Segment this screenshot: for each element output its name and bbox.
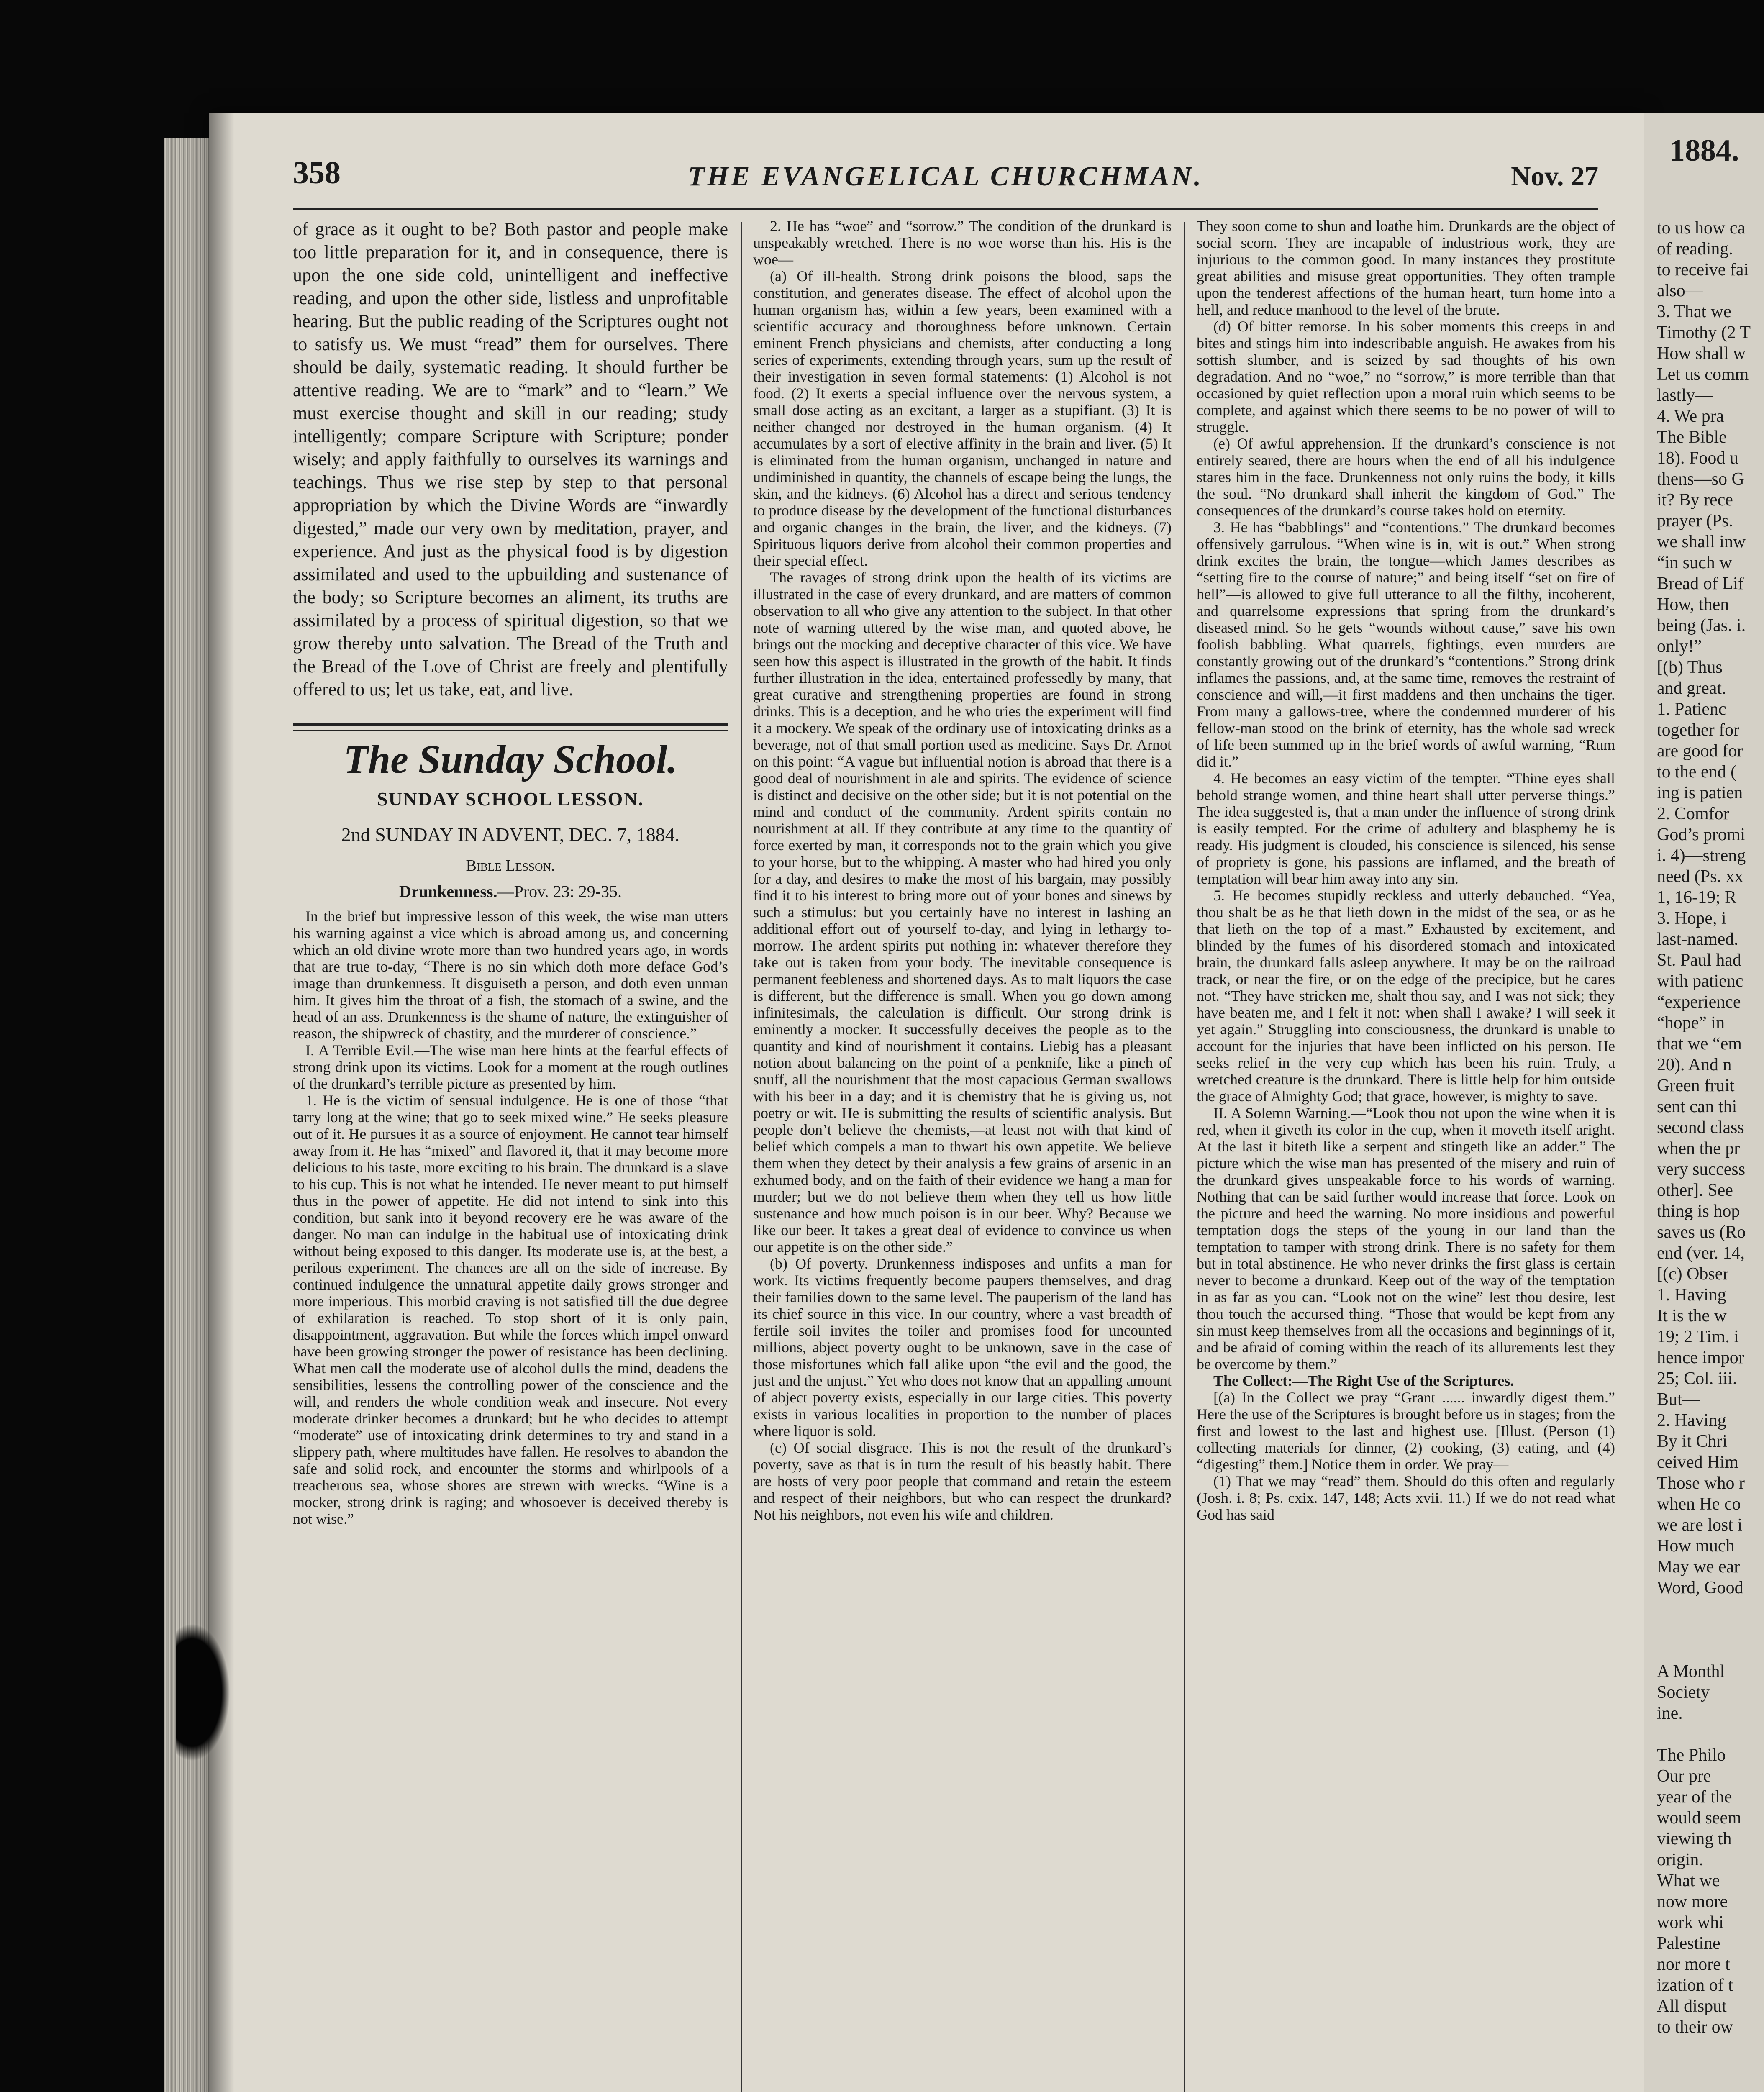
facing-page-line: Those who r xyxy=(1657,1474,1745,1493)
facing-page-line: with patienc xyxy=(1657,972,1743,991)
lesson-date: 2nd SUNDAY IN ADVENT, DEC. 7, 1884. xyxy=(341,824,680,845)
facing-page-line: “in such w xyxy=(1657,553,1732,572)
lesson-paragraph: In the brief but impressive lesson of this week, the wise man utters his warning against a vice which is abroad among us, and concerning which an old divine wrote more than two hundred years ago, in words that are true to-day, “There is no sin which doth more deface God’s image than drunkenness. It disguiseth a person, and doth even unman him. It gives him the throat of a fish, the stomach of a swine, and the head of an ass. Drunkenness is the shame of nature, the extinguisher of reason, the shipwreck of chastity, and the murderer of conscience.” xyxy=(293,908,728,1042)
facing-page-line: lastly— xyxy=(1657,386,1713,405)
lesson-paragraph: 5. He becomes stupidly reckless and utterly debauched. “Yea, thou shalt be as he that lieth down in the midst of the sea, or as he that lieth on the top of a mast.” Exhausted by excitement, and blinded by the fumes of his disordered stomach and intoxicated brain, the drunkard falls asleep anywhere. It may be on the railroad track, or near the fire, or on the edge of the precipice, but he cares not. “They have stricken me, shalt thou say, and I was not sick; they have beaten me, and I felt it not: when shall I awake? I will seek it yet again.” Struggling into consciousness, the drunkard is unable to account for the injuries that have been inflicted on his person. He seeks relief in the very cup which has been his ruin. Truly, a wretched creature is the drunkard. There is little help for him outside the grace of Almighty God; that grace, however, is mighty to save. xyxy=(1197,887,1615,1105)
column-1 xyxy=(293,218,728,1527)
facing-page-line: nor more t xyxy=(1657,1955,1730,1974)
facing-page-line: thens—so G xyxy=(1657,469,1744,489)
running-head xyxy=(293,155,1598,201)
lesson-topic xyxy=(293,880,728,903)
facing-page-line: How shall w xyxy=(1657,344,1746,363)
lesson-paragraph: I. A Terrible Evil.—The wise man here hints at the fearful effects of strong drink upon its victims. Look for a moment at the rough outlines of the drunkard’s terrible picture as presented by him. xyxy=(293,1042,728,1092)
facing-page-line: only!” xyxy=(1657,637,1702,656)
facing-page-line: Society xyxy=(1657,1683,1710,1702)
facing-page-line xyxy=(1657,1619,1764,1640)
facing-page-line: are good for xyxy=(1657,741,1743,761)
facing-page-line: What we xyxy=(1657,1871,1720,1890)
lesson-paragraph: (1) That we may “read” them. Should do this often and regularly (Josh. i. 8; Ps. cxix. 147, 148; Acts xvii. 11.) If we do not read what God has said xyxy=(1197,1473,1615,1523)
lesson-topic-title: Drunkenness. xyxy=(399,882,497,901)
lesson-paragraph: 2. He has “woe” and “sorrow.” The condition of the drunkard is unspeakably wretched. There is no woe worse than his. His is the woe— xyxy=(753,218,1172,268)
facing-page-line: “hope” in xyxy=(1657,1013,1725,1033)
lesson-paragraph: (d) Of bitter remorse. In his sober moments this creeps in and bites and stings him into indescribable anguish. He awakes from his sottish slumber, and is seized by sad thoughts of his own degradation. And no “woe,” no “sorrow,” is more terrible than that occasioned by quiet reflection upon a moral ruin which seems to be complete, and against which there seems to be no power of will to struggle. xyxy=(1197,318,1615,435)
lesson-paragraph: II. A Solemn Warning.—“Look thou not upon the wine when it is red, when it giveth its color in the cup, when it moveth itself aright. At the last it biteth like a serpent and stingeth like an adder.” The picture which the wise man has presented of the misery and ruin of the drunkard gives unspeakable force to his words of warning. Nothing that can be said further would increase that force. Look on the picture and heed the warning. No more insidious and powerful temptation dogs the steps of the young in our land than the temptation to tamper with strong drink. There is no safety for them but in total abstinence. He who never drinks the first glass is certain never to become a drunkard. Keep out of the way of the temptation in as far as you can. “Look not on the wine” lest thou desire, lest thou touch the accursed thing. “Those that would be kept from any sin must keep themselves from all the occasions and beginnings of it, and be afraid of coming within the reach of its allurements lest they be overcome by them.” xyxy=(1197,1105,1615,1372)
facing-page-line: 4. We pra xyxy=(1657,407,1724,426)
facing-page-line: [(c) Obser xyxy=(1657,1264,1729,1284)
facing-page-line: would seem xyxy=(1657,1808,1741,1828)
facing-page-line: 25; Col. iii. xyxy=(1657,1369,1737,1388)
facing-page-line: The Bible xyxy=(1657,428,1727,447)
facing-page-line: St. Paul had xyxy=(1657,951,1741,970)
facing-page-line: i. 4)—streng xyxy=(1657,846,1746,865)
facing-page-line: Let us comm xyxy=(1657,365,1749,384)
lesson-paragraph: They soon come to shun and loathe him. Drunkards are the object of social scorn. They are incapable of industrious work, they are injurious to the common good. In many instances they prostitute great abilities and misuse great opportunities. They often trample upon the tenderest affections of the human heart, turn home into a hell, and reduce manhood to the level of the brute. xyxy=(1197,218,1615,318)
facing-page-line: origin. xyxy=(1657,1850,1703,1869)
facing-page-line: hence impor xyxy=(1657,1348,1744,1367)
facing-page-line: work whi xyxy=(1657,1913,1724,1932)
facing-page-line: also— xyxy=(1657,281,1703,300)
column-2 xyxy=(753,218,1172,1523)
thumb-shadow xyxy=(176,1623,230,1761)
binding-shadow xyxy=(209,113,234,2092)
section-rule xyxy=(293,723,728,731)
lesson-paragraph: 4. He becomes an easy victim of the tempter. “Thine eyes shall behold strange women, and thine heart shall utter perverse things.” The idea suggested is, that a man under the influence of strong drink is easily tempted. For the crime of adultery and blasphemy he is ready. His judgment is clouded, his conscience is silenced, his sense of propriety is gone, his passions are inflamed, and the breath of temptation will bear him away into any sin. xyxy=(1197,770,1615,887)
page-number: 358 xyxy=(293,155,341,190)
facing-page-line: All disput xyxy=(1657,1997,1727,2016)
facing-page-line: being (Jas. i. xyxy=(1657,616,1746,635)
facing-page-line: prayer (Ps. xyxy=(1657,511,1733,531)
facing-page-line: it? By rece xyxy=(1657,490,1733,510)
lesson-paragraph: The ravages of strong drink upon the health of its victims are illustrated in the case of every drunkard, and are matters of common observation to all who give any attention to the subject. In that other note of warning uttered by the wise man, and quoted above, he brings out the mocking and deceptive character of this vice. We have seen how this aspect is illustrated in the growth of the habit. It finds further illustration in the idea, entertained professedly by many, that great curative and strengthening properties are found in strong drinks. This is a deception, and he who tries the experiment will find it a mockery. We speak of the ordinary use of intoxicating drinks as a beverage, not of that small portion used as medicine. Says Dr. Arnot on this point: “A vague but influential notion is abroad that there is a good deal of nourishment in ale and spirits. The evidence of science is distinct and decisive on the other side; but it is not potential on the mind and conduct of the community. Ardent spirits contain no nourishment at all. If they contribute at any time to the quantity of force exerted by man, it corresponds not to the grain which you give to your horse, but to the whipping. A master who had hired you only for a day, and desires to make the most of his bargain, may possibly find it to his interest to bring more out of your bones and sinews by such a stimulus: but you certainly have no interest in lashing an additional effort out of yourself to-day, and lying in lethargy to-morrow. The ardent spirits put nothing in: whatever therefore they take out is taken from your body. The inevitable consequence is permanent feebleness and shortened days. As to malt liquors the case is different, but the difference is small. When you go down among infinitesimals, the calculation is difficult. Our strong drink is eminently a mocker. It successfully deceives the people as to the quantity and kind of nourishment it contains. Liebig has a pleasant notion about balancing on the point of a penknife, like a pinch of snuff, all the nourishment that the most capacious German swallows with his beer in a day; and it is chemistry that he is giving us, not poetry or wit. He is submitting the results of scientific analysis. But people don’t believe the chemists,—at least not with that kind of belief which compels a man to thwart his own appetite. We believe them when they detect by their analysis a few grains of arsenic in an exhumed body, and on the faith of their evidence we hang a man for murder; but we do not believe them when they tell us how little sustenance and how much poison is in our beer. Why? Because we like our beer. It takes a great deal of evidence to convince us when our appetite is on the other side.” xyxy=(753,569,1172,1255)
lesson-paragraph: [(a) In the Collect we pray “Grant ...... inwardly digest them.” Here the use of the Scriptures is brought before us in stages; from the first and lowest to the last and highest use. [Illust. (Person (1) collecting materials for dinner, (2) cooking, (3) eating, and (4) “digesting” them.] Notice them in order. We pray— xyxy=(1197,1389,1615,1473)
facing-page-line: of reading. xyxy=(1657,239,1733,259)
facing-page-line: year of the xyxy=(1657,1787,1732,1807)
facing-page-line: ine. xyxy=(1657,1704,1683,1723)
journal-title: THE EVANGELICAL CHURCHMAN. xyxy=(687,161,1204,192)
facing-page-line: God’s promi xyxy=(1657,825,1746,844)
issue-date: Nov. 27 xyxy=(1510,161,1598,192)
facing-page-line: together for xyxy=(1657,720,1740,740)
lesson-paragraph: (c) Of social disgrace. This is not the result of the drunkard’s poverty, save as that is in turn the result of his beastly habit. There are hosts of very poor people that command and retain the esteem and respect of their neighbors, but who can respect the drunkard? Not his neighbors, not even his wife and children. xyxy=(753,1439,1172,1523)
facing-page-line: second class xyxy=(1657,1118,1744,1137)
facing-page-line: viewing th xyxy=(1657,1829,1732,1848)
facing-page-line xyxy=(1657,1598,1764,1619)
facing-page-line: need (Ps. xx xyxy=(1657,867,1743,886)
facing-page-line xyxy=(1657,1640,1764,1661)
facing-page-line: A Monthl xyxy=(1657,1662,1725,1681)
facing-page-line: other]. See xyxy=(1657,1181,1733,1200)
section-heading: The Sunday School. xyxy=(344,737,677,782)
lesson-topic-reference: —Prov. 23: 29-35. xyxy=(497,882,622,901)
facing-page-line: The Philo xyxy=(1657,1746,1726,1765)
facing-page-line: Timothy (2 T xyxy=(1657,323,1751,342)
facing-page-line: we shall inw xyxy=(1657,532,1746,551)
facing-page-line: By it Chri xyxy=(1657,1432,1728,1451)
facing-page-line: How much xyxy=(1657,1536,1735,1556)
facing-page-line: [(b) Thus xyxy=(1657,658,1723,677)
facing-page-line: 1, 16-19; R xyxy=(1657,888,1737,907)
facing-page-line: 1. Patienc xyxy=(1657,700,1726,719)
facing-page-line: thing is hop xyxy=(1657,1202,1740,1221)
facing-page-line: May we ear xyxy=(1657,1557,1740,1577)
facing-page-line: to the end ( xyxy=(1657,762,1737,782)
facing-page-line: to us how ca xyxy=(1657,218,1746,238)
facing-page-line: Word, Good xyxy=(1657,1578,1743,1597)
facing-page-line: last-named. xyxy=(1657,930,1738,949)
facing-page-line: 20). And n xyxy=(1657,1055,1732,1074)
column-rule-1 xyxy=(741,222,742,2092)
facing-page-fragment xyxy=(1644,113,1764,2092)
column-3 xyxy=(1197,218,1615,1523)
collect-heading: The Collect:—The Right Use of the Scriptures. xyxy=(1213,1372,1514,1389)
facing-page-line: when the pr xyxy=(1657,1139,1740,1158)
facing-page-year: 1884. xyxy=(1669,133,1739,168)
facing-page-line: 2. Comfor xyxy=(1657,804,1729,823)
facing-page-line xyxy=(1657,1724,1764,1745)
facing-page-line: 18). Food u xyxy=(1657,449,1738,468)
lesson-paragraph: (b) Of poverty. Drunkenness indisposes and unfits a man for work. Its victims frequently become paupers themselves, and drag their families down to the same level. The pauperism of the land has its chief source in this vice. In our country, where a vast breadth of fertile soil invites the toiler and promises food for uncounted millions, abject poverty ought to be unknown, save in the case of those misfortunes which fall alike upon “the evil and the good, the just and the unjust.” Yet who does not know that an appalling amount of abject poverty exists, especially in our large cities. This poverty exists in various localities in proportion to the number of places where liquor is sold. xyxy=(753,1255,1172,1439)
header-rule xyxy=(293,208,1598,210)
bible-lesson-label: Bible Lesson. xyxy=(466,857,555,874)
column-rule-2 xyxy=(1184,222,1185,2092)
facing-page-line: Our pre xyxy=(1657,1766,1711,1786)
facing-page-line: to their ow xyxy=(1657,2018,1733,2037)
facing-page-line: It is the w xyxy=(1657,1306,1727,1325)
facing-page-line: 19; 2 Tim. i xyxy=(1657,1327,1739,1346)
facing-page-line: 3. Hope, i xyxy=(1657,909,1726,928)
lesson-paragraph: (a) Of ill-health. Strong drink poisons the blood, saps the constitution, and generates disease. The effect of alcohol upon the human organism has, within a few years, been examined with a scientific accuracy and thoroughness before unknown. Certain eminent French physicians and chemists, after conducting a long series of experiments, extending through years, sum up the result of their investigation in seven formal statements: (1) Alcohol is not food. (2) It exerts a special influence over the nervous system, a small dose acting as an excitant, a larger as a stupifiant. (3) It is neither changed nor destroyed in the human organism. (4) It accumulates by a sort of elective affinity in the brain and liver. (5) It is eliminated from the human organism, unchanged in nature and undiminished in quantity, the channels of escape being the lungs, the skin, and the kidneys. (6) Alcohol has a direct and serious tendency to produce disease by the development of the functional disturbances and organic changes in the brain, the liver, and the kidneys. (7) Spirituous liquors derive from alcohol their common properties and their special effect. xyxy=(753,268,1172,569)
lesson-title: SUNDAY SCHOOL LESSON. xyxy=(377,788,644,810)
lesson-paragraph: (e) Of awful apprehension. If the drunkard’s conscience is not entirely seared, there are hours when the end of all his indulgence stares him in the face. Drunkenness not only ruins the body, it kills the soul. “No drunkard shall inherit the kingdom of God.” The consequences of the drunkard’s course takes hold on eternity. xyxy=(1197,435,1615,519)
lesson-paragraph: 1. He is the victim of sensual indulgence. He is one of those “that tarry long at the wine; that go to seek mixed wine.” He seeks pleasure out of it. He pursues it as a source of enjoyment. He cannot tear himself away from it. He has “mixed” and flavored it, that it may become more delicious to his taste, more exciting to his brain. The drunkard is a slave to his cup. This is not what he intended. He never meant to put himself thus in the power of appetite. He did not intend to sink into this condition, but sank into it beyond recovery ere he was aware of the danger. No man can indulge in the habitual use of intoxicating drink without being exposed to this danger. Its moderate use is, at the best, a perilous experiment. The chances are all on the side of increase. By continued indulgence the unnatural appetite daily grows stronger and more imperious. This morbid craving is not satisfied till the due degree of exhilaration is reached. To stop short of it is only pain, disappointment, aggravation. But while the forces which impel onward have been growing stronger the power of resistance has been declining. What men call the moderate use of alcohol dulls the mind, deadens the sensibilities, lessens the controlling power of the conscience and the will, and renders the whole condition weak and insecure. Not every moderate drinker becomes a drunkard; but he who decides to attempt “moderate” use of intoxicating drink determines to try and stand in a slippery path, where multitudes have fallen. He resolves to abandon the safe and solid rock, and encounter the storms and whirlpools of a treacherous sea, whose shores are strewn with wrecks. “Wine is a mocker, strong drink is raging; and whosoever is deceived thereby is not wise.” xyxy=(293,1092,728,1527)
facing-page-line: and great. xyxy=(1657,679,1726,698)
facing-page-line: Green fruit xyxy=(1657,1076,1735,1095)
facing-page-lines xyxy=(1657,218,1764,2038)
facing-page-line: Palestine xyxy=(1657,1934,1720,1953)
facing-page-line: end (ver. 14, xyxy=(1657,1243,1745,1263)
facing-page-line: 1. Having xyxy=(1657,1285,1726,1305)
lesson-paragraph: 3. He has “babblings” and “contentions.” The drunkard becomes offensively garrulous. “When wine is in, wit is out.” When strong drink excites the brain, the tongue—which James describes as “setting fire to the course of nature;” and being itself “set on fire of hell”—is allowed to give full utterance to all the filthy, incoherent, and quarrelsome expressions that spring from the drunkard’s diseased mind. So he gets “wounds without cause,” save his own foolish babbling. What quarrels, fightings, even murders are constantly growing out of the drunkard’s “contentions.” Strong drink inflames the passions, and, at the same time, removes the restraint of conscience and will,—it first maddens and then unchains the tiger. From many a gallows-tree, where the condemned murderer of his fellow-man stood on the brink of eternity, has the whole sad wreck of life been summed up in the brief words of awful warning, “Rum did it.” xyxy=(1197,519,1615,770)
facing-page-line: to receive fai xyxy=(1657,260,1749,279)
facing-page-line: ization of t xyxy=(1657,1976,1733,1995)
facing-page-line: saves us (Ro xyxy=(1657,1223,1746,1242)
facing-page-line: “experience xyxy=(1657,992,1741,1012)
facing-page-line: very success xyxy=(1657,1160,1746,1179)
newspaper-page xyxy=(209,113,1644,2092)
facing-page-line: Bread of Lif xyxy=(1657,574,1744,593)
facing-page-line: we are lost i xyxy=(1657,1515,1743,1535)
facing-page-line: sent can thi xyxy=(1657,1097,1737,1116)
facing-page-line: that we “em xyxy=(1657,1034,1742,1054)
facing-page-line: How, then xyxy=(1657,595,1729,614)
facing-page-line: now more xyxy=(1657,1892,1728,1911)
lesson-body xyxy=(293,908,728,1527)
facing-page-line: 3. That we xyxy=(1657,302,1731,321)
article-continuation: of grace as it ought to be? Both pastor and people make too little preparation for it, and in consequence, there is upon the one side cold, unintelligent and ineffective reading, and upon the other side, listless and unprofitable hearing. But the public reading of the Scriptures ought not to satisfy us. We must “read” them for ourselves. There should be daily, systematic reading. It should further be attentive reading. We are to “mark” and to “learn.” We must exercise thought and skill in our reading; study intelligently; compare Scripture with Scripture; ponder wisely; and apply faithfully to ourselves its warnings and teachings. Thus we rise step by step to that personal appropriation by which the Divine Words are “inwardly digested,” made our very own by meditation, prayer, and experience. And just as the physical food is by digestion assimilated and used to the upbuilding and sustenance of the body; so Scripture becomes an aliment, its truths are assimilated by a process of spiritual digestion, so that we grow thereby unto salvation. The Bread of the Truth and the Bread of the Love of Christ are freely and plentifully offered to us; let us take, eat, and live. xyxy=(293,219,728,700)
facing-page-line: 2. Having xyxy=(1657,1411,1726,1430)
facing-page-line: ing is patien xyxy=(1657,783,1743,802)
facing-page-line: ceived Him xyxy=(1657,1453,1738,1472)
book-page-edges xyxy=(164,138,213,2092)
facing-page-line: But— xyxy=(1657,1390,1700,1409)
facing-page-line: when He co xyxy=(1657,1495,1741,1514)
